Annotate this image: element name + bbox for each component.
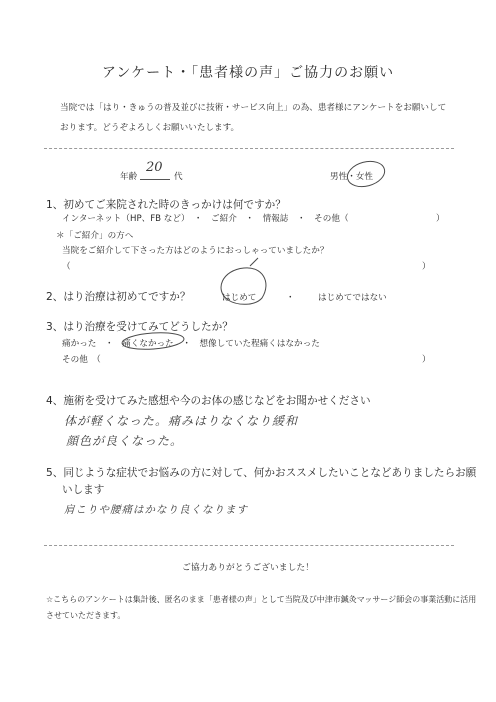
question-3: 3、はり治療を受けてみてどうしたか？ (46, 321, 233, 333)
age-value: 20 (146, 160, 163, 175)
question-4: 4、施術を受けてみた感想や今のお体の感じなどをお聞かせください (46, 395, 371, 407)
referral-question: 当院をご紹介して下さった方はどのようにおっしゃっていましたか？ (62, 246, 329, 256)
age-label: 年齢 (120, 172, 138, 182)
question-4-answer-line-2: 顔色が良くなった。 (66, 434, 184, 448)
question-1-options: インターネット（HP、FB など） ・ ご紹介 ・ 情報誌 ・ その他（ (62, 214, 349, 224)
age-suffix: 代 (174, 172, 183, 182)
referral-note: ＊「ご紹介」の方へ (56, 231, 134, 241)
page-title: アンケート・「患者様の声」ご協力のお願い (101, 65, 395, 81)
not-painful-circle-mark (122, 331, 185, 351)
gender-options: 男性・女性 (330, 172, 373, 182)
question-2-option-not-first: はじめてではない (318, 293, 387, 303)
tick-mark (250, 258, 258, 266)
intro-line-1: 当院では「はり・きゅうの普及並びに技術・サービス向上」の為、患者様にアンケートをお願いして (60, 103, 447, 113)
question-1: 1、初めてご来院された時のきっかけは何ですか？ (46, 199, 286, 211)
first-time-circle-mark (221, 268, 266, 304)
question-3-other-label: その他 （ (62, 355, 101, 365)
question-2-option-first-time: はじめて (222, 293, 257, 303)
question-2: 2、はり治療は初めてですか？ (46, 291, 191, 303)
referral-open-paren: （ (62, 262, 71, 272)
question-5-line-1: 5、同じような症状でお悩みの方に対して、何かおススメしたいことなどありましたらお願 (46, 467, 477, 479)
footer-line-1: ☆こちらのアンケートは集計後、匿名のまま「患者様の声」として当院及び中津市鍼灸マッサージ師会の事業活動に活用 (46, 595, 477, 604)
question-1-close-paren: ） (436, 214, 445, 224)
referral-close-paren: ） (422, 262, 431, 272)
question-3-close-paren: ） (422, 355, 431, 365)
footer-line-2: させていただきます。 (46, 611, 126, 620)
question-4-answer-line-1: 体が軽くなった。痛みはりなくなり緩和 (64, 414, 299, 428)
question-3-options: 痛かった ・ 痛くなかった ・ 想像していた程痛くはなかった (62, 339, 320, 349)
question-5-answer: 肩こりや腰痛はかなり良くなります (64, 504, 248, 516)
question-2-separator: ・ (286, 293, 295, 303)
intro-line-2: おります。どうぞよろしくお願いいたします。 (60, 123, 240, 133)
thanks-message: ご協力ありがとうございました！ (182, 563, 314, 573)
question-5-line-2: いします (62, 484, 105, 496)
gender-circle-mark (345, 157, 388, 190)
